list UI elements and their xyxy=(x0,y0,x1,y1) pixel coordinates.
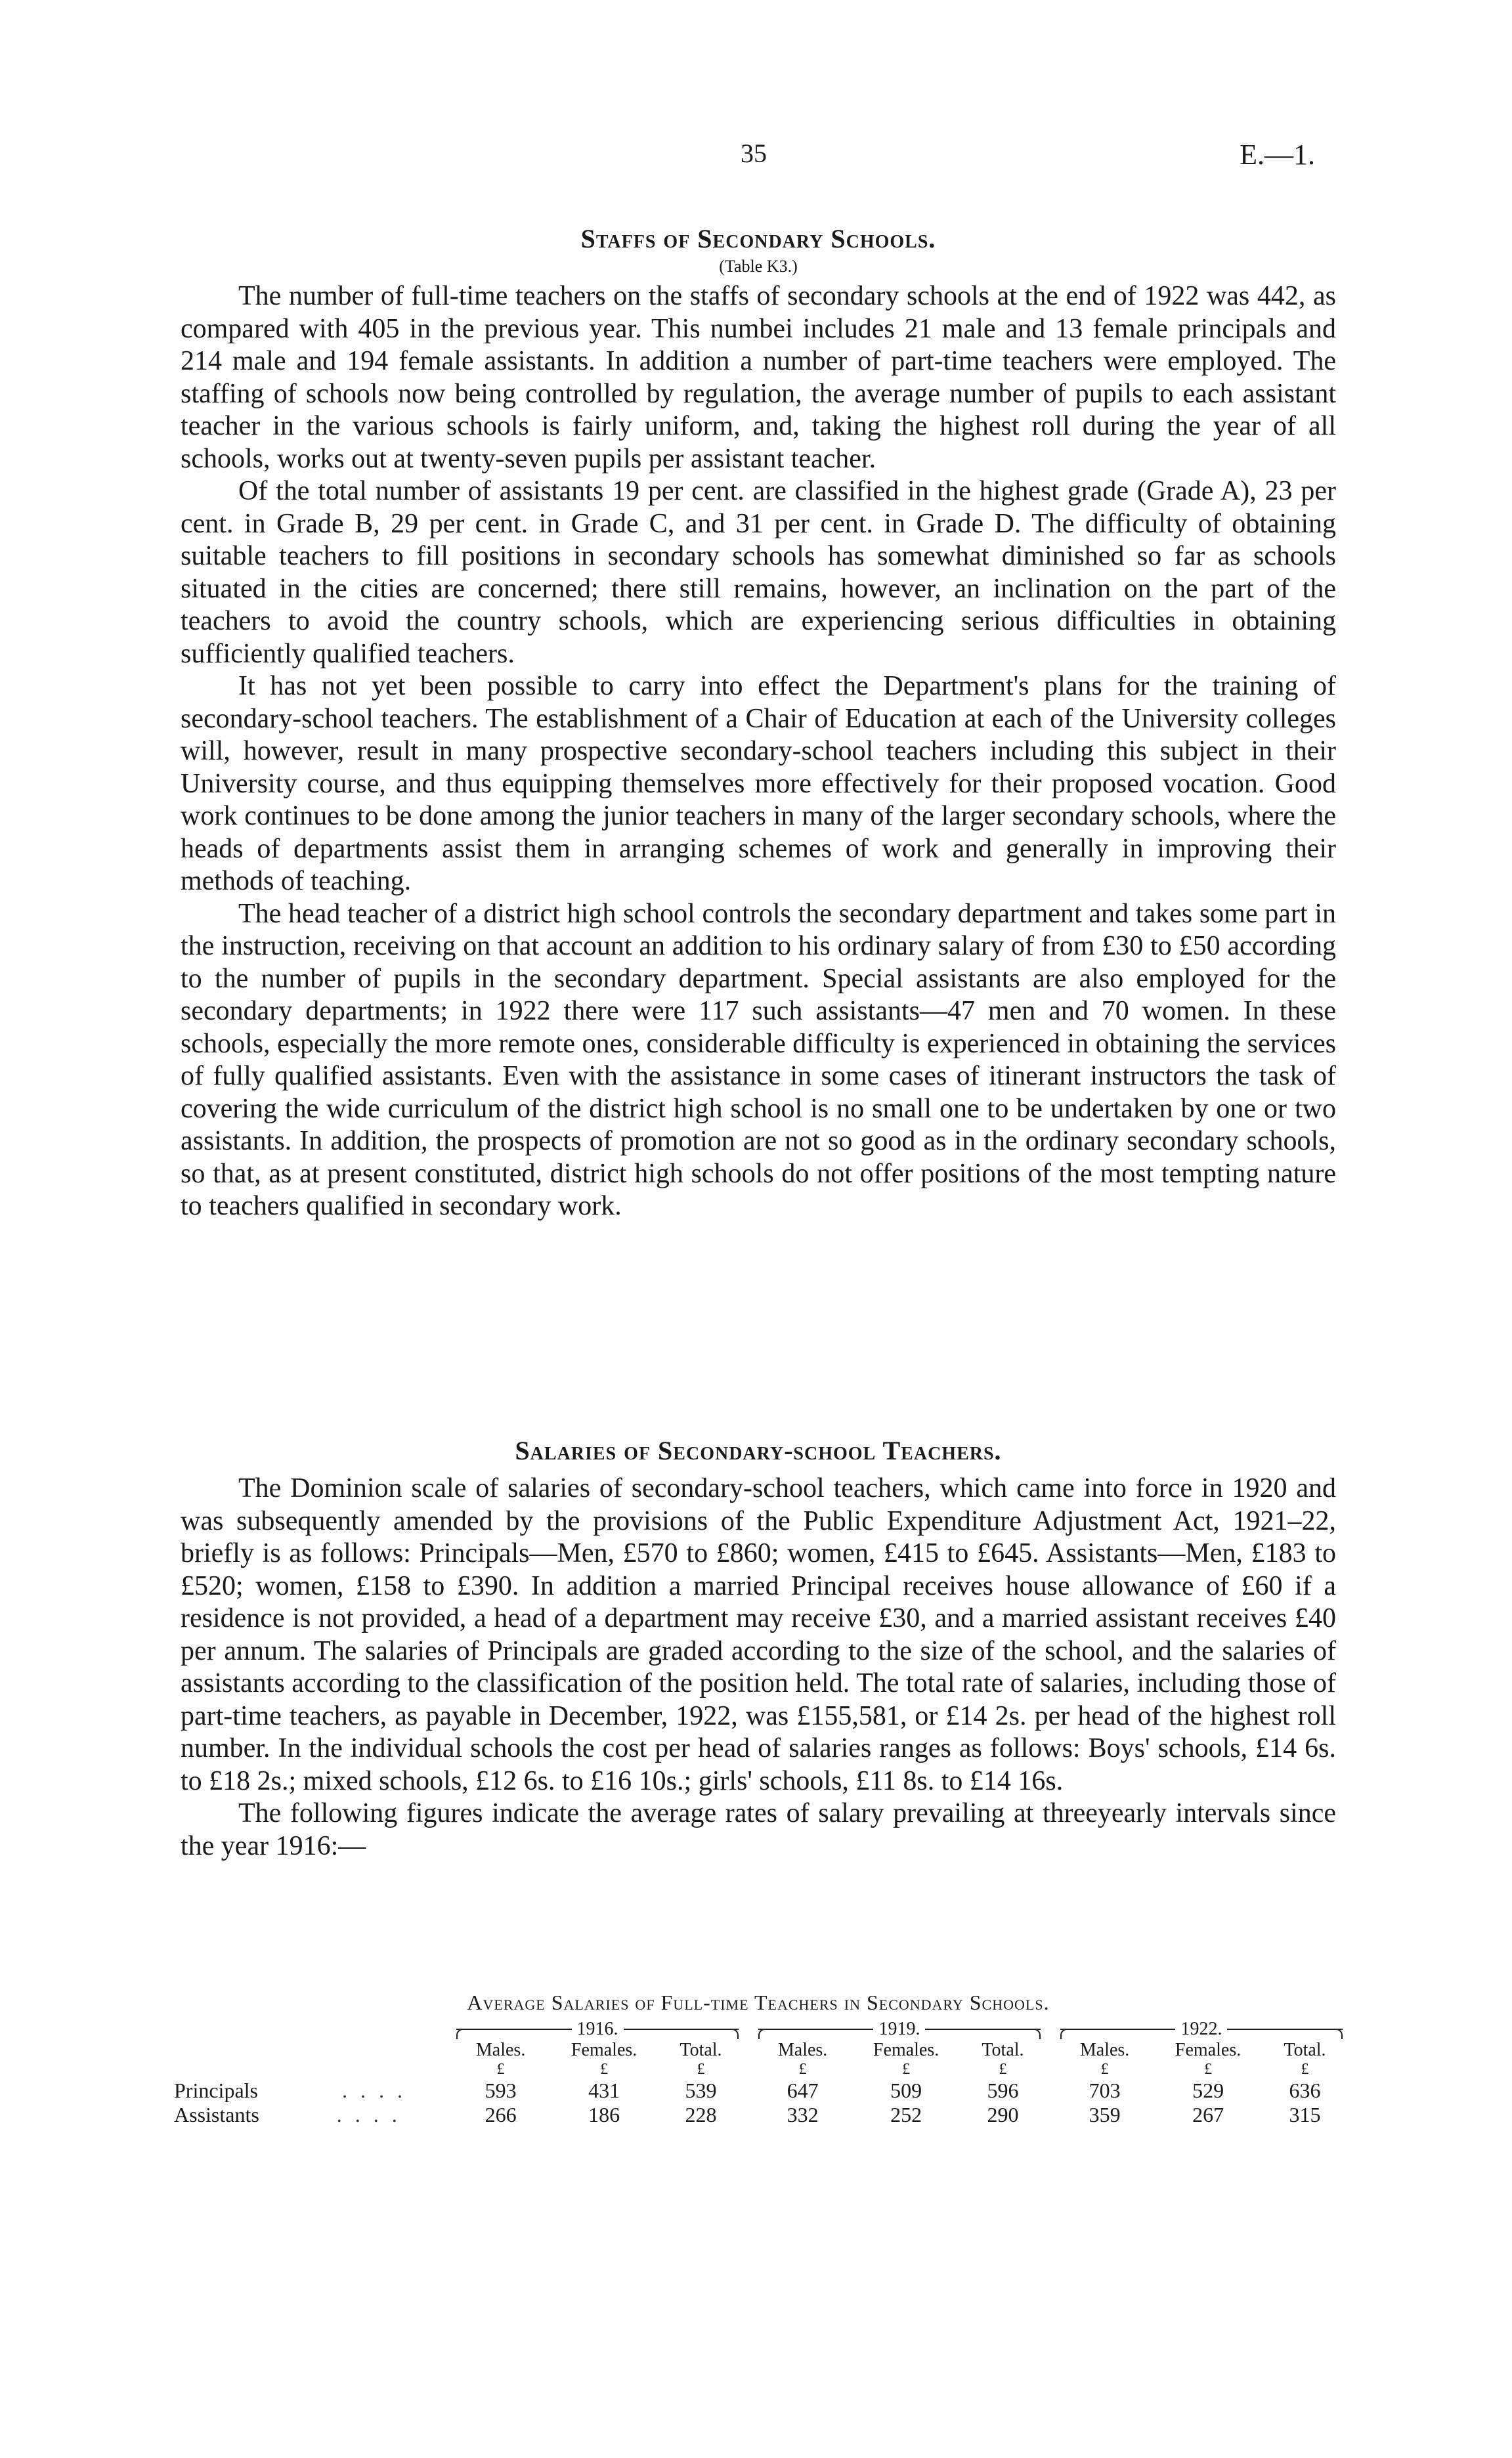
table-caption: Average Salaries of Full-time Teachers in Secondary Schools. xyxy=(467,1991,1050,2014)
unit-cell: £ xyxy=(697,2061,705,2078)
unit-cell: £ xyxy=(999,2061,1007,2078)
table-cell: 703 xyxy=(1089,2079,1121,2102)
row-label: Assistants xyxy=(174,2103,259,2126)
table-cell: 529 xyxy=(1192,2079,1224,2102)
table-reference: (Table K3.) xyxy=(719,257,798,276)
table-cell: 186 xyxy=(588,2103,620,2126)
column-header-row xyxy=(174,2040,1343,2061)
table-cell: 315 xyxy=(1289,2103,1321,2126)
year-header: 1916. xyxy=(456,2019,739,2040)
table-cell: 509 xyxy=(890,2079,922,2102)
document-code: E.—1. xyxy=(1240,139,1315,171)
column-header: Females. xyxy=(873,2040,940,2060)
paragraph: The Dominion scale of salaries of secondary-school teachers, which came into force in 1920 and was subsequently amended by the provisions of the Public Expenditure Adjustment Act, 1921–22, briefly is as follows: Principals—Men, £570 to £860; women, £415 to £645. Assistants—Men, £183 to £520; women, £158 to £390. In addition a married Principal receives house allowance of £60 if a residence is not provided, a head of a department may receive £30, and a married assistant receives £40 per annum. The salaries of Principals are graded according to the size of the school, and the salaries of assistants according to the classification of the position held. The total rate of salaries, including those of part-time teachers, as payable in December, 1922, was £155,581, or £14 2s. per head of the highest roll number. In the individual schools the cost per head of salaries ranges as follows: Boys' schools, £14 6s. to £18 2s.; mixed schools, £12 6s. to £16 10s.; girls' schools, £11 8s. to £14 16s. xyxy=(181,1473,1336,1796)
section-title-staffs: Staffs of Secondary Schools. xyxy=(580,224,936,253)
year-header: 1922. xyxy=(1060,2019,1343,2040)
table-cell: 267 xyxy=(1192,2103,1224,2126)
table-row xyxy=(174,2079,1343,2103)
table-cell: 539 xyxy=(685,2079,717,2102)
paragraph: Of the total number of assistants 19 per cent. are classified in the highest grade (Grade A), 23 per cent. in Grade B, 29 per cent. in Grade C, and 31 per cent. in Grade D. The difficulty of obtaining suitable teachers to fill positions in secondary schools has somewhat diminished so far as schools situated in the cities are concerned; there still remains, however, an inclination on the part of the teachers to avoid the country schools, which are experiencing serious difficulties in obtaining sufficiently qualified teachers. xyxy=(181,476,1336,669)
paragraph: The head teacher of a district high school controls the secondary department and takes some part in the instruction, receiving on that account an addition to his ordinary salary of from £30 to £50 according to the number of pupils in the secondary department. Special assistants are also employed for the secondary departments; in 1922 there were 117 such assistants—47 men and 70 women. In these schools, especially the more remote ones, considerable difficulty is experienced in obtaining the services of fully qualified assistants. Even with the assistance in some cases of itinerant instructors the task of covering the wide curriculum of the district high school is no small one to be undertaken by one or two assistants. In addition, the prospects of promotion are not so good as in the ordinary secondary schools, so that, as at present constituted, district high schools do not offer positions of the most tempting nature to teachers qualified in secondary work. xyxy=(181,898,1336,1221)
table-cell: 359 xyxy=(1089,2103,1121,2126)
table-cell: 266 xyxy=(485,2103,517,2126)
paragraph: The following figures indicate the average rates of salary prevailing at threeyearly intervals since the year 1916:— xyxy=(181,1798,1336,1861)
column-header: Females. xyxy=(571,2040,637,2060)
section-staffs xyxy=(181,223,1336,1223)
table-cell: 290 xyxy=(987,2103,1019,2126)
unit-row xyxy=(174,2061,1343,2079)
leader-dots: . . . . xyxy=(341,2079,406,2102)
table-cell: 228 xyxy=(685,2103,717,2126)
table-cell: 636 xyxy=(1289,2079,1321,2102)
paragraph: The number of full-time teachers on the staffs of secondary schools at the end of 1922 was 442, as compared with 405 in the previous year. This numbei includes 21 male and 13 female principals and 214 male and 194 female assistants. In addition a number of part-time teachers were employed. The staffing of schools now being controlled by regulation, the average number of pupils to each assistant teacher in the various schools is fairly uniform, and, taking the highest roll during the year of all schools, works out at twenty-seven pupils per assistant teacher. xyxy=(181,281,1336,474)
salary-table xyxy=(174,2019,1343,2127)
page-number: 35 xyxy=(741,139,767,168)
column-header: Total. xyxy=(982,2040,1024,2060)
row-label: Principals xyxy=(174,2079,258,2102)
salary-table-block xyxy=(174,1991,1343,2127)
section-salaries xyxy=(181,1435,1336,1863)
column-header: Females. xyxy=(1175,2040,1242,2060)
year-header-row xyxy=(174,2019,1343,2040)
table-cell: 332 xyxy=(787,2103,819,2126)
table-cell: 647 xyxy=(787,2079,819,2102)
column-header: Males. xyxy=(475,2040,526,2060)
section-title-salaries: Salaries of Secondary-school Teachers. xyxy=(515,1436,1002,1465)
unit-cell: £ xyxy=(1301,2061,1309,2078)
table-cell: 596 xyxy=(987,2079,1019,2102)
table-cell: 593 xyxy=(485,2079,517,2102)
page-header xyxy=(0,138,1512,177)
unit-cell: £ xyxy=(798,2061,807,2078)
table-row xyxy=(174,2103,1343,2127)
unit-cell: £ xyxy=(496,2061,505,2078)
table-cell: 252 xyxy=(890,2103,922,2126)
unit-cell: £ xyxy=(902,2061,911,2078)
leader-dots: . . . . xyxy=(336,2103,401,2126)
unit-cell: £ xyxy=(1204,2061,1213,2078)
column-header: Total. xyxy=(680,2040,722,2060)
column-header: Total. xyxy=(1284,2040,1326,2060)
paragraph: It has not yet been possible to carry into effect the Department's plans for the training of secondary-school teachers. The establishment of a Chair of Education at each of the University colleges will, however, result in many prospective secondary-school teachers including this subject in their University course, and thus equipping themselves more effectively for their proposed vocation. Good work continues to be done among the junior teachers in many of the larger secondary schools, where the heads of departments assist them in arranging schemes of work and generally in improving their methods of teaching. xyxy=(181,671,1336,896)
year-header: 1919. xyxy=(758,2019,1041,2040)
column-header: Males. xyxy=(1079,2040,1130,2060)
unit-cell: £ xyxy=(1100,2061,1109,2078)
unit-cell: £ xyxy=(600,2061,609,2078)
table-cell: 431 xyxy=(588,2079,620,2102)
column-header: Males. xyxy=(777,2040,828,2060)
